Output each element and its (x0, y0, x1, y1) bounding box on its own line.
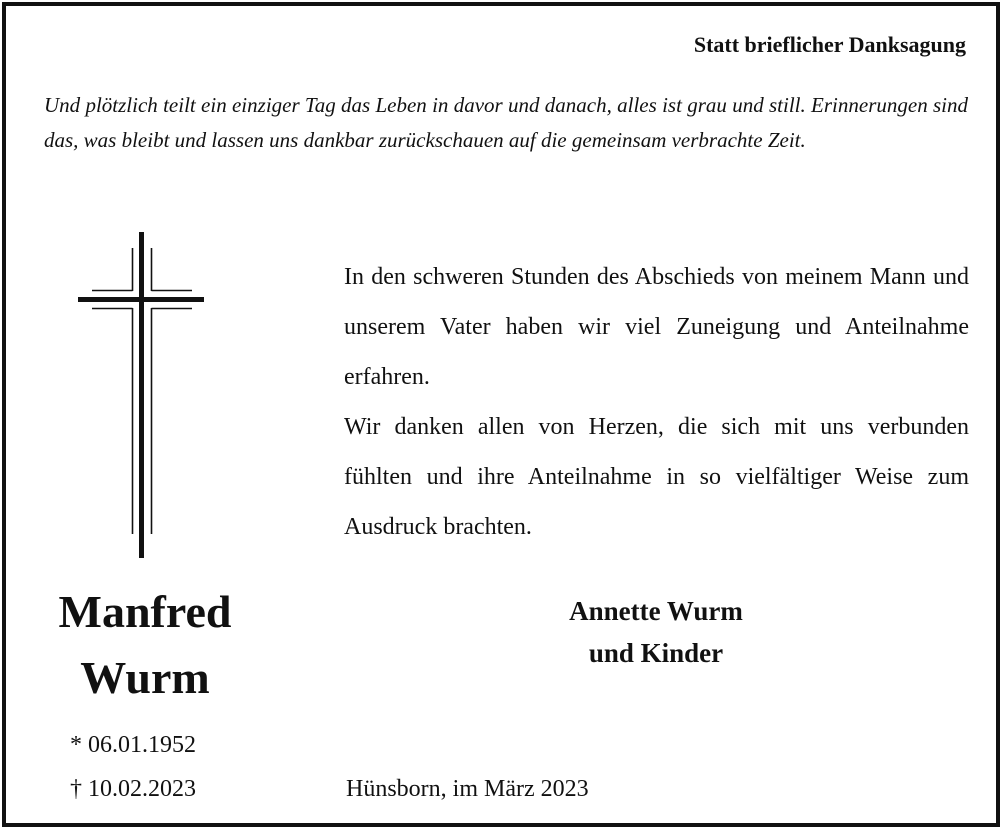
notice-heading: Statt brieflicher Danksagung (693, 32, 966, 57)
message-paragraph-1: In den schweren Stunden des Abschieds von meinem Mann und unserem Vater haben wir viel Zuneigung und Anteilnahme erfahren. (344, 264, 969, 390)
place-and-date: Hünsborn, im März 2023 (346, 776, 589, 802)
poem-text: Und plötzlich teilt ein einziger Tag das Leben in davor und danach, alles ist grau und still. Erinnerungen sind das, was bleibt und lassen uns dankbar zurückschauen auf die gemeinsam verbrachte Zeit. (44, 93, 968, 152)
cross-icon (76, 228, 206, 558)
notice-frame (2, 2, 1000, 827)
message-text (344, 252, 969, 552)
death-date: † 10.02.2023 (70, 776, 196, 802)
signature-line-1: Annette Wurm (569, 596, 743, 626)
deceased-last-name: Wurm (80, 652, 210, 703)
birth-date: * 06.01.1952 (70, 732, 196, 758)
message-paragraph-2: Wir danken allen von Herzen, die sich mit uns verbunden fühlten und ihre Anteilnahme in so vielfältiger Weise zum Ausdruck brachten. (344, 414, 969, 540)
signature-line-2: und Kinder (588, 638, 724, 668)
deceased-first-name: Manfred (58, 586, 232, 637)
